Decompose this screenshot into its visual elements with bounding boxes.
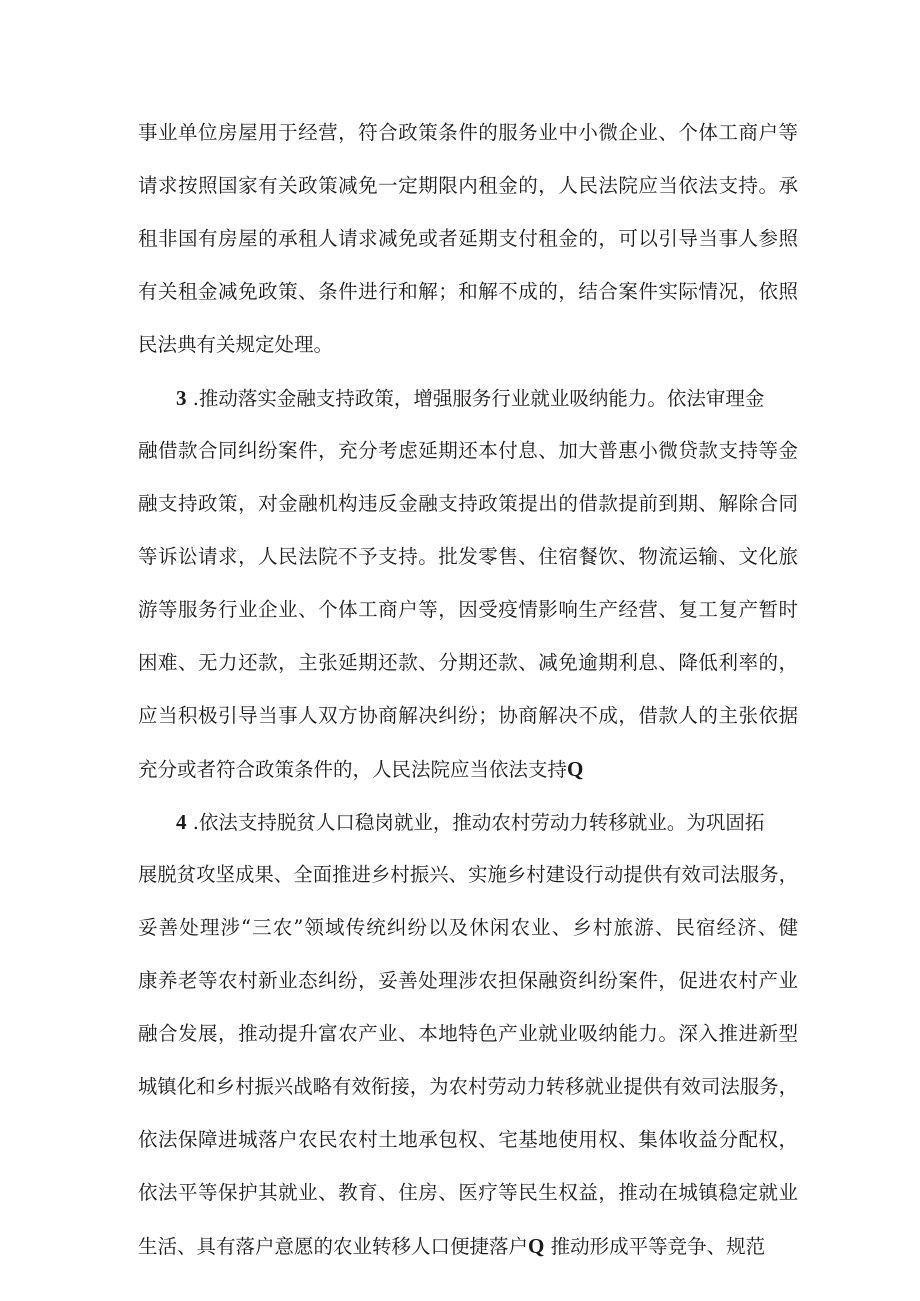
text-line: 等诉讼请求，人民法院不予支持。批发零售、住宿餐饮、物流运输、文化旅 <box>138 545 798 568</box>
artifact-mark: Q <box>567 757 584 781</box>
item-number: 3 <box>176 386 187 410</box>
paragraph-first-line <box>176 378 798 418</box>
text-line: 民法典有关规定处理。 <box>138 333 334 356</box>
item-heading-text: .推动落实金融支持政策，增强服务行业就业吸纳能力。依法审理金 <box>192 387 765 410</box>
paragraph-first-line <box>176 802 798 842</box>
item-heading-text: .依法支持脱贫人口稳岗就业，推动农村劳动力转移就业。为巩固拓 <box>192 811 765 834</box>
text-line: 有关租金减免政策、条件进行和解；和解不成的，结合案件实际情况，依照 <box>138 280 798 303</box>
paragraph-last-line <box>138 749 798 789</box>
text-line: 展脱贫攻坚成果、全面推进乡村振兴、实施乡村建设行动提供有效司法服务， <box>138 863 798 886</box>
text-line: 依法平等保护其就业、教育、住房、医疗等民生权益，推动在城镇稳定就业 <box>138 1181 798 1204</box>
text-line: 应当积极引导当事人双方协商解决纠纷；协商解决不成，借款人的主张依据 <box>138 704 798 727</box>
text-line: 康养老等农村新业态纠纷，妥善处理涉农担保融资纠纷案件，促进农村产业 <box>138 969 798 992</box>
text-line: 城镇化和乡村振兴战略有效衔接，为农村劳动力转移就业提供有效司法服务， <box>138 1075 798 1098</box>
text-line: 依法保障进城落户农民农村土地承包权、宅基地使用权、集体收益分配权， <box>138 1128 798 1151</box>
text-line: 融合发展，推动提升富农产业、本地特色产业就业吸纳能力。深入推进新型 <box>138 1022 798 1045</box>
text-line: 生活、具有落户意愿的农业转移人口便捷落户 <box>138 1235 529 1258</box>
text-line: 事业单位房屋用于经营，符合政策条件的服务业中小微企业、个体工商户等 <box>138 121 798 144</box>
text-line: 租非国有房屋的承租人请求减免或者延期支付租金的，可以引导当事人参照 <box>138 227 798 250</box>
text-line: 游等服务行业企业、个体工商户等，因受疫情影响生产经营、复工复产暂时 <box>138 598 798 621</box>
text-line: 妥善处理涉“三农”领域传统纠纷以及休闲农业、乡村旅游、民宿经济、健 <box>138 916 798 939</box>
artifact-mark: Q <box>528 1234 545 1258</box>
text-line: 推动形成平等竞争、规范 <box>550 1235 766 1258</box>
text-line: 融支持政策，对金融机构违反金融支持政策提出的借款提前到期、解除合同 <box>138 492 798 515</box>
paragraph-last-line <box>138 1226 798 1266</box>
text-line: 充分或者符合政策条件的，人民法院应当依法支持 <box>138 758 568 781</box>
text-line: 困难、无力还款，主张延期还款、分期还款、减免逾期利息、降低利率的， <box>138 651 798 674</box>
text-line: 融借款合同纠纷案件，充分考虑延期还本付息、加大普惠小微贷款支持等金 <box>138 439 798 462</box>
text-line: 请求按照国家有关政策减免一定期限内租金的，人民法院应当依法支持。承 <box>138 174 798 197</box>
item-number: 4 <box>176 810 187 834</box>
